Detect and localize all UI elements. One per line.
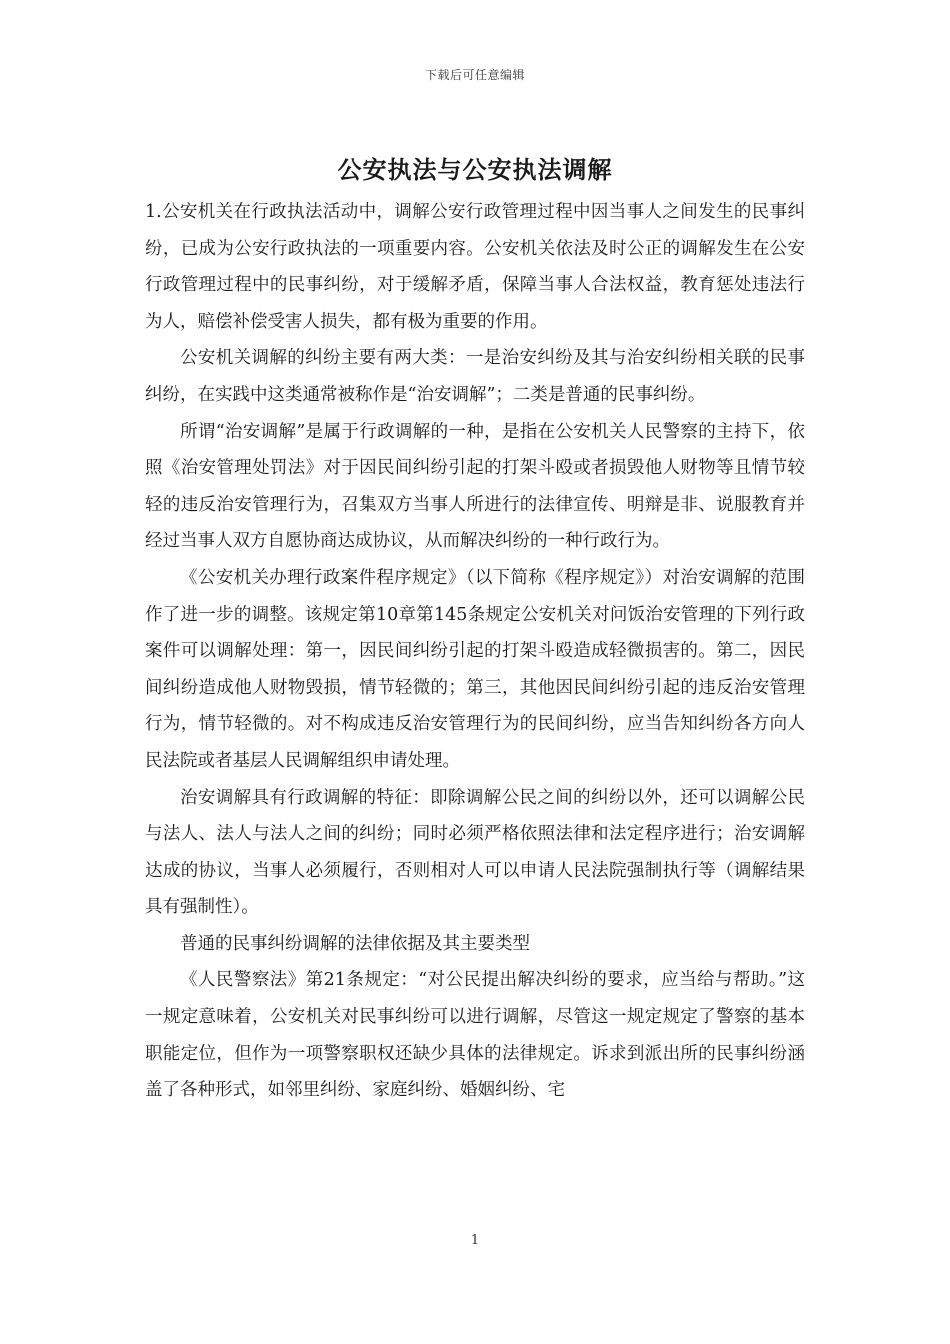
page-number: 1 bbox=[470, 1233, 480, 1248]
paragraph-4: 《公安机关办理行政案件程序规定》（以下简称《程序规定》）对治安调解的范围作了进一步的调整。该规定第10章第145条规定公安机关对问饭治安管理的下列行政案件可以调解处理：第一，因民间纠纷引起的打架斗殴造成轻微损害的。第二，因民间纠纷造成他人财物毁损，情节轻微的；第三，其他因民间纠纷引起的违反治安管理行为，情节轻微的。对不构成违反治安管理行为的民间纠纷，应当告知纠纷各方向人民法院或者基层人民调解组织申请处理。 bbox=[145, 567, 805, 771]
document-title: 公安执法与公安执法调解 bbox=[337, 155, 613, 184]
header-note: 下载后可任意编辑 bbox=[424, 68, 525, 82]
paragraph-7: 《人民警察法》第21条规定：“对公民提出解决纠纷的要求，应当给与帮助。”这一规定意味着，公安机关对民事纠纷可以进行调解，尽管这一规定规定了警察的基本职能定位，但作为一项警察职权还缺少具体的法律规定。诉求到派出所的民事纠纷涵盖了各种形式，如邻里纠纷、家庭纠纷、婚姻纠纷、宅 bbox=[145, 970, 805, 1101]
paragraph-6-subheading: 普通的民事纠纷调解的法律依据及其主要类型 bbox=[180, 933, 530, 954]
document-body bbox=[145, 194, 805, 1109]
paragraph-2: 公安机关调解的纠纷主要有两大类：一是治安纠纷及其与治安纠纷相关联的民事纠纷，在实践中这类通常被称作是“治安调解”；二类是普通的民事纠纷。 bbox=[145, 348, 805, 405]
paragraph-5: 治安调解具有行政调解的特征：即除调解公民之间的纠纷以外，还可以调解公民与法人、法人与法人之间的纠纷；同时必须严格依照法律和法定程序进行；治安调解达成的协议，当事人必须履行，否则相对人可以申请人民法院强制执行等（调解结果具有强制性）。 bbox=[145, 787, 805, 918]
paragraph-3: 所谓“治安调解”是属于行政调解的一种，是指在公安机关人民警察的主持下，依照《治安管理处罚法》对于因民间纠纷引起的打架斗殴或者损毁他人财物等且情节较轻的违反治安管理行为，召集双方当事人所进行的法律宣传、明辩是非、说服教育并经过当事人双方自愿协商达成协议，从而解决纠纷的一种行政行为。 bbox=[145, 421, 805, 552]
paragraph-1: 1.公安机关在行政执法活动中，调解公安行政管理过程中因当事人之间发生的民事纠纷，已成为公安行政执法的一项重要内容。公安机关依法及时公正的调解发生在公安行政管理过程中的民事纠纷，对于缓解矛盾，保障当事人合法权益，教育惩处违法行为人，赔偿补偿受害人损失，都有极为重要的作用。 bbox=[145, 202, 805, 332]
